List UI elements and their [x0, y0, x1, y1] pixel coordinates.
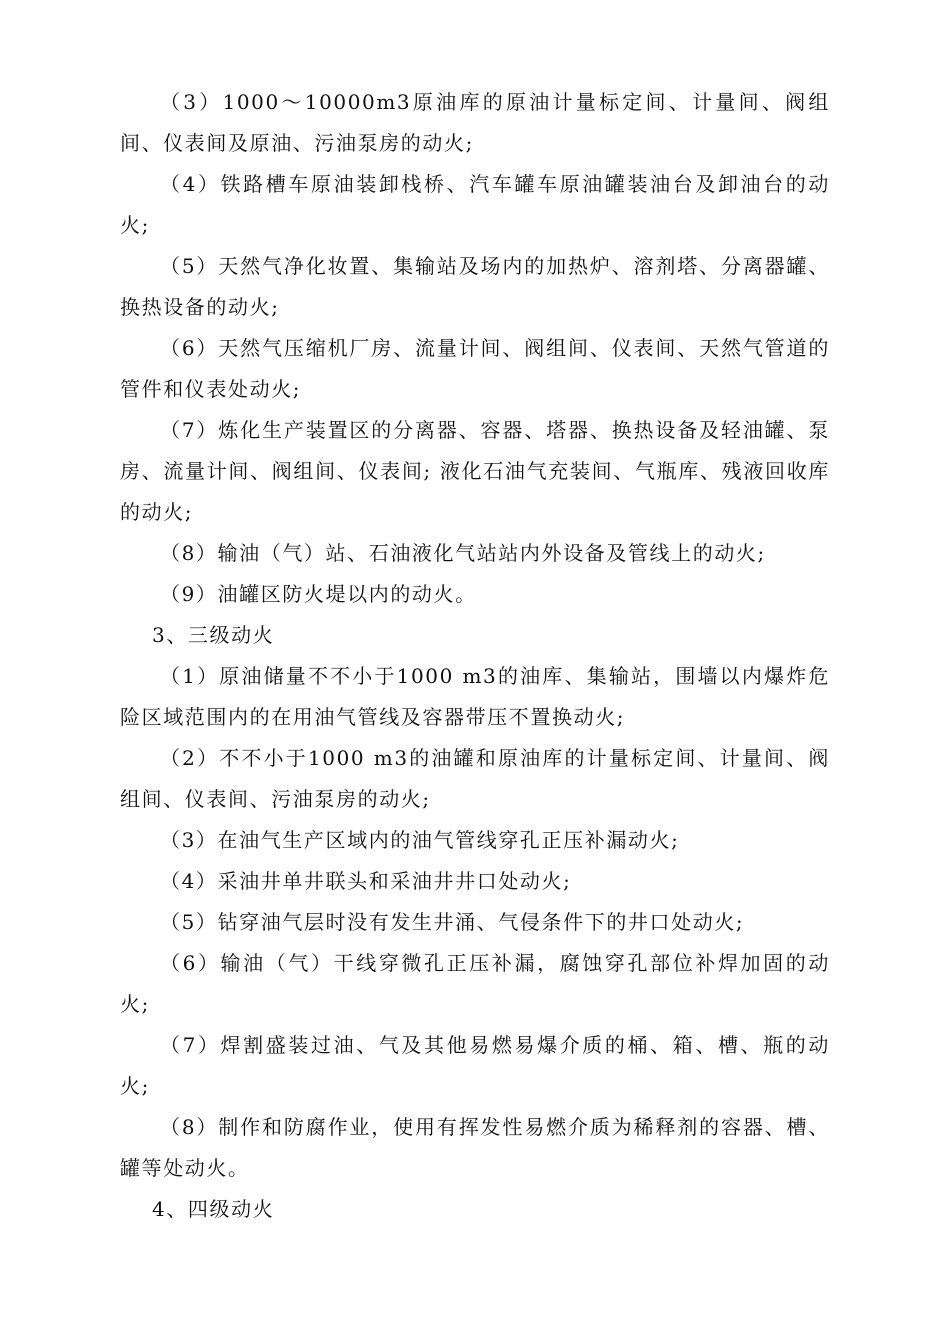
section-heading: 3、三级动火	[152, 623, 275, 647]
list-item: （5）天然气净化妆置、集输站及场内的加热炉、溶剂塔、分离器罐、换热设备的动火;	[120, 254, 830, 319]
list-item: （7）炼化生产装置区的分离器、容器、塔器、换热设备及轻油罐、泵房、流量计间、阀组间、仪表间; 液化石油气充装间、气瓶库、残液回收库的动火;	[120, 418, 830, 524]
list-item: （5）钻穿油气层时没有发生井涌、气侵条件下的井口处动火;	[160, 910, 745, 934]
list-item: （6）天然气压缩机厂房、流量计间、阀组间、仪表间、天然气管道的管件和仪表处动火;	[120, 336, 830, 401]
list-item: （3）在油气生产区域内的油气管线穿孔正压补漏动火;	[160, 828, 680, 852]
list-item: （7）焊割盛装过油、气及其他易燃易爆介质的桶、箱、槽、瓶的动火;	[120, 1033, 830, 1098]
list-item: （1）原油储量不不小于1000 m3的油库、集输站，围墙以内爆炸危险区域范围内的在用油气管线及容器带压不置换动火;	[120, 664, 830, 729]
section-heading: 4、四级动火	[152, 1197, 275, 1221]
list-item: （3）1000～10000m3原油库的原油计量标定间、计量间、阀组间、仪表间及原油、污油泵房的动火;	[120, 90, 830, 155]
document-body	[120, 82, 830, 1230]
list-item: （4）采油井单井联头和采油井井口处动火;	[160, 869, 572, 893]
list-item: （8）输油（气）站、石油液化气站站内外设备及管线上的动火;	[160, 541, 766, 565]
list-item: （6）输油（气）干线穿微孔正压补漏，腐蚀穿孔部位补焊加固的动火;	[120, 951, 830, 1016]
list-item: （8）制作和防腐作业，使用有挥发性易燃介质为稀释剂的容器、槽、罐等处动火。	[120, 1115, 830, 1180]
list-item: （2）不不小于1000 m3的油罐和原油库的计量标定间、计量间、阀组间、仪表间、污油泵房的动火;	[120, 746, 830, 811]
list-item: （9）油罐区防火堤以内的动火。	[160, 582, 477, 606]
list-item: （4）铁路槽车原油装卸栈桥、汽车罐车原油罐装油台及卸油台的动火;	[120, 172, 830, 237]
